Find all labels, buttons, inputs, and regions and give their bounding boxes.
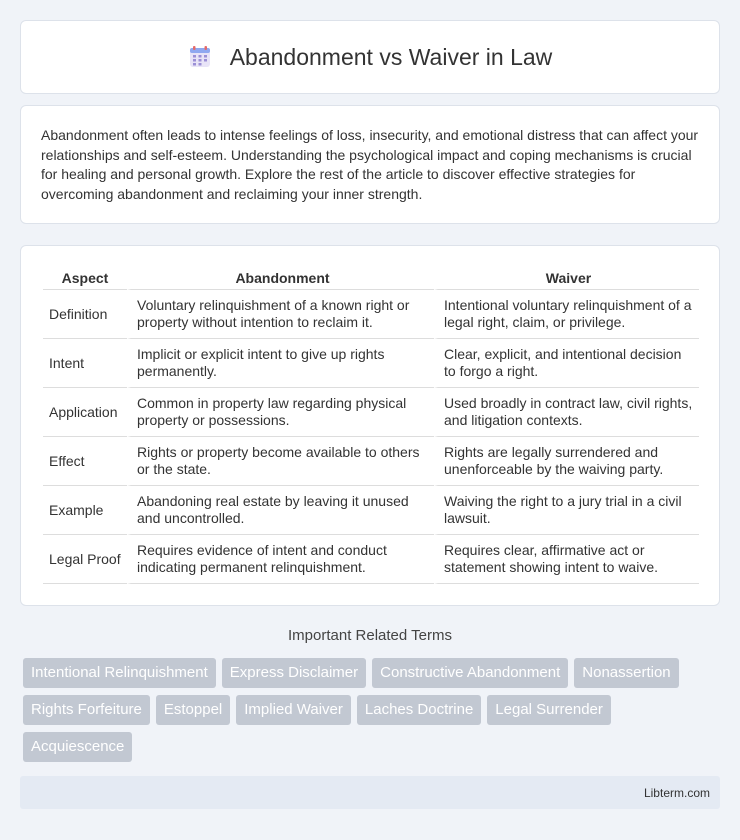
row-waiver: Waiving the right to a jury trial in a civil lawsuit.: [434, 486, 699, 535]
related-term-tag[interactable]: Rights Forfeiture: [23, 695, 150, 725]
related-term-tag[interactable]: Express Disclaimer: [222, 658, 366, 688]
related-term-tag[interactable]: Estoppel: [156, 695, 230, 725]
footer-site-link[interactable]: Libterm.com: [643, 786, 710, 800]
row-aspect: Example: [43, 486, 127, 535]
related-term-tag[interactable]: Acquiescence: [23, 732, 132, 762]
row-abandonment: Rights or property become available to others or the state.: [127, 437, 434, 486]
column-header-abandonment: Abandonment: [127, 266, 434, 290]
related-terms-tags: [23, 658, 723, 762]
table-row: [43, 339, 699, 388]
row-abandonment: Implicit or explicit intent to give up rights permanently.: [127, 339, 434, 388]
comparison-table: [43, 266, 699, 584]
row-waiver: Requires clear, affirmative act or statement showing intent to waive.: [434, 535, 699, 584]
related-term-tag[interactable]: Intentional Relinquishment: [23, 658, 216, 688]
table-row: [43, 437, 699, 486]
related-term-tag[interactable]: Nonassertion: [574, 658, 678, 688]
row-aspect: Definition: [43, 290, 127, 339]
footer: [20, 776, 720, 809]
row-waiver: Clear, explicit, and intentional decision to forgo a right.: [434, 339, 699, 388]
title-wrap: [188, 44, 553, 71]
calendar-grid-icon: [188, 45, 212, 69]
related-terms-heading: Important Related Terms: [288, 627, 452, 644]
table-header-row: [43, 266, 699, 290]
related-term-tag[interactable]: Laches Doctrine: [357, 695, 481, 725]
row-abandonment: Requires evidence of intent and conduct indicating permanent relinquishment.: [127, 535, 434, 584]
related-term-tag[interactable]: Legal Surrender: [487, 695, 611, 725]
row-waiver: Intentional voluntary relinquishment of a legal right, claim, or privilege.: [434, 290, 699, 339]
related-term-tag[interactable]: Constructive Abandonment: [372, 658, 568, 688]
column-header-aspect: Aspect: [43, 266, 127, 290]
column-header-waiver: Waiver: [434, 266, 699, 290]
comparison-table-card: [20, 245, 720, 606]
table-row: [43, 290, 699, 339]
row-waiver: Used broadly in contract law, civil rights, and litigation contexts.: [434, 388, 699, 437]
header-card: [20, 20, 720, 94]
row-abandonment: Common in property law regarding physical property or possessions.: [127, 388, 434, 437]
row-aspect: Effect: [43, 437, 127, 486]
table-row: [43, 388, 699, 437]
row-aspect: Legal Proof: [43, 535, 127, 584]
row-abandonment: Voluntary relinquishment of a known right or property without intention to reclaim it.: [127, 290, 434, 339]
table-row: [43, 486, 699, 535]
row-aspect: Application: [43, 388, 127, 437]
intro-card: [20, 105, 720, 224]
related-term-tag[interactable]: Implied Waiver: [236, 695, 351, 725]
row-aspect: Intent: [43, 339, 127, 388]
intro-paragraph: Abandonment often leads to intense feelings of loss, insecurity, and emotional distress that can affect your relationships and self-esteem. Understanding the psychological impact and coping mechanisms is crucial for healing and personal growth. Explore the rest of the article to discover effective strategies for overcoming abandonment and reclaiming your inner strength.: [41, 127, 699, 202]
table-row: [43, 535, 699, 584]
row-abandonment: Abandoning real estate by leaving it unused and uncontrolled.: [127, 486, 434, 535]
page-title: Abandonment vs Waiver in Law: [229, 43, 553, 70]
row-waiver: Rights are legally surrendered and unenforceable by the waiving party.: [434, 437, 699, 486]
